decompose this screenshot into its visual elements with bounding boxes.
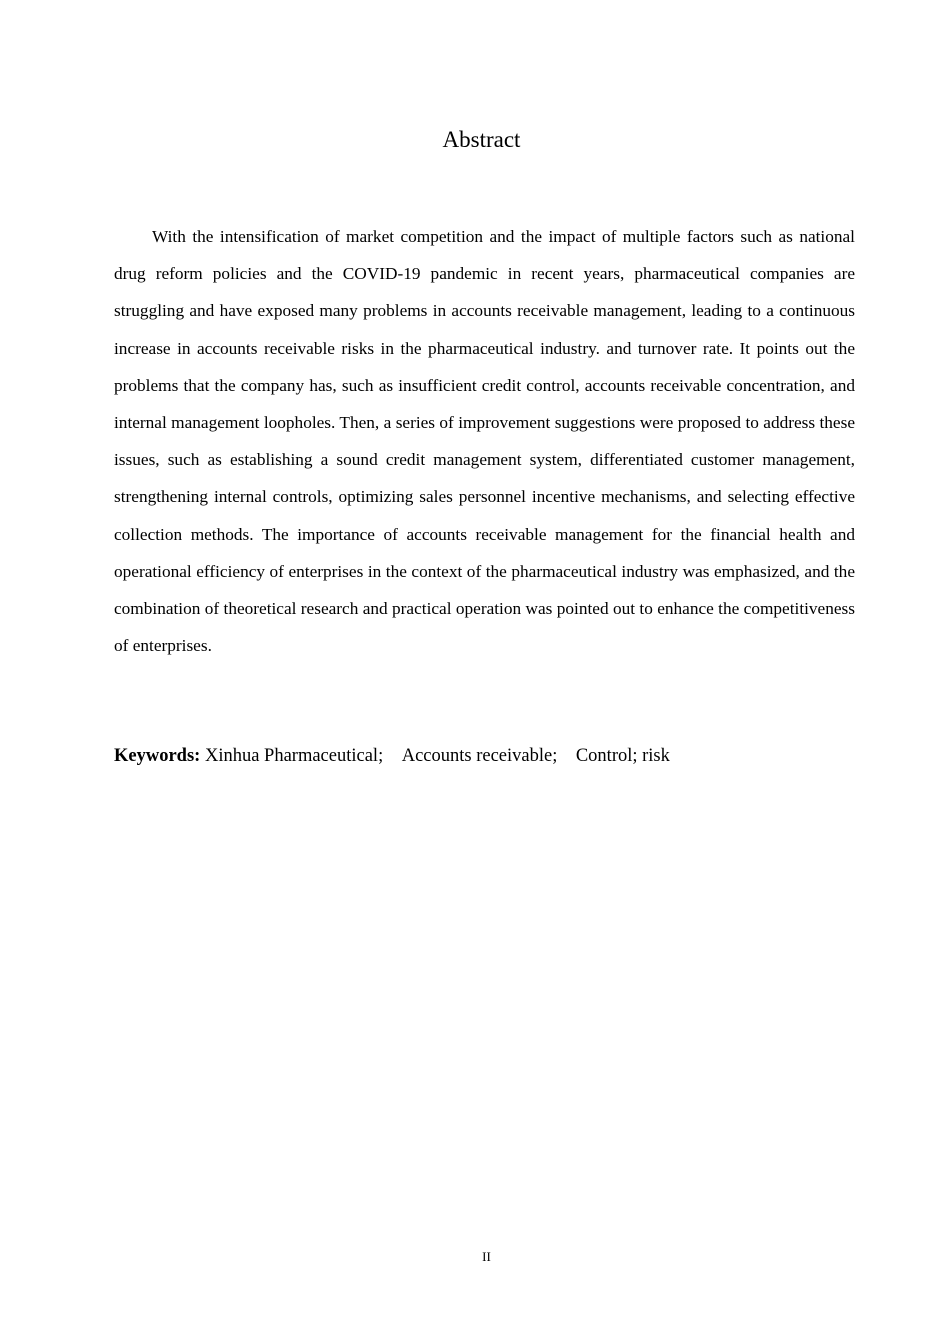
keywords-label: Keywords: — [114, 746, 201, 766]
abstract-body: With the intensification of market competition and the impact of multiple factors such as national drug reform policies and the COVID-19 pandemic in recent years, pharmaceutical companies are struggling and have exposed many problems in accounts receivable management, leading to a continuous increase in accounts receivable risks in the pharmaceutical industry. and turnover rate. It points out the problems that the company has, such as insufficient credit control, accounts receivable concentration, and internal management loopholes. Then, a series of improvement suggestions were proposed to address these issues, such as establishing a sound credit management system, differentiated customer management, strengthening internal controls, optimizing sales personnel incentive mechanisms, and selecting effective collection methods. The importance of accounts receivable management for the financial health and operational efficiency of enterprises in the context of the pharmaceutical industry was emphasized, and the combination of theoretical research and practical operation was pointed out to enhance the competitiveness of enterprises. — [114, 227, 855, 656]
page-number: II — [482, 1249, 491, 1264]
keywords-line — [114, 738, 855, 774]
keywords-text: Xinhua Pharmaceutical; Accounts receivable; Control; risk — [200, 746, 670, 766]
abstract-title: Abstract — [442, 127, 521, 152]
